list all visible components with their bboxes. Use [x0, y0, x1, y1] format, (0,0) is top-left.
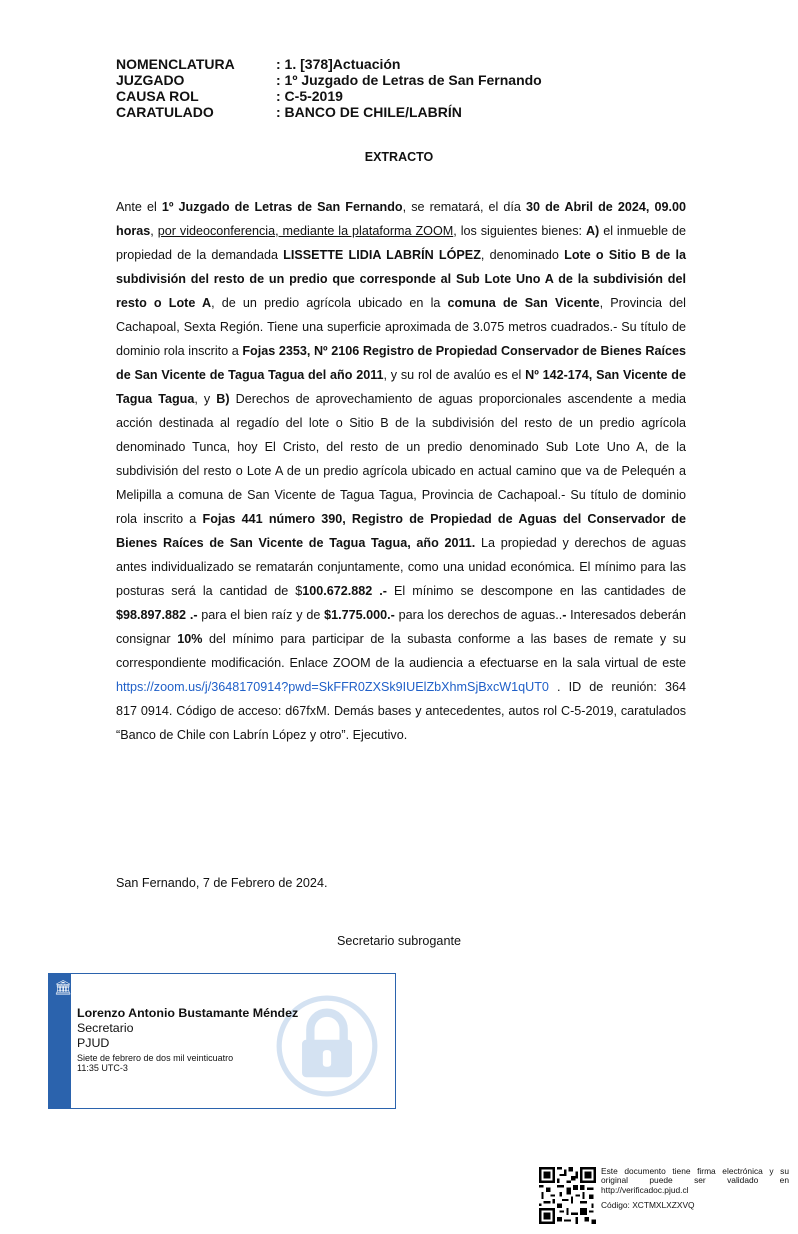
- header-value: : C-5-2019: [276, 88, 343, 104]
- body-text: . ID de reunión: 364 817 0914. Código de acceso: d67fxM. Demás bases y antecedentes, autos rol C-5-2019, caratulados “Banco de Chile con Labrín López y otro”. Ejecutivo.: [116, 680, 686, 742]
- header-label: JUZGADO: [116, 72, 185, 88]
- body-text: Derechos de aprovechamiento de aguas proporcionales ascendente a media acción destinada al regadío del lote o Sitio B de la subdivisión del resto de un predio agrícola denominado Tunca, hoy El Cristo, del resto de un predio denominado Sub Lote Uno A, de la subdivisión del resto o Lote A de un predio agrícola ubicado en actual camino que va de Pelequén a Melipilla a comuna de San Vicente de Tagua Tagua, Provincia de Cachapoal.- Su título de dominio rola inscrito a: [116, 392, 686, 526]
- signature-sidebar: [49, 974, 71, 1108]
- body-underline: por videoconferencia, mediante la plataforma ZOOM: [157, 224, 454, 238]
- body-bold: 30 de Abril de 2024, 09.00 horas: [116, 200, 686, 238]
- body-bold: Fojas 2353, Nº 2106 Registro de Propiedad Conservador de Bienes Raíces de San Vicente de Tagua Tagua del año 2011: [116, 344, 686, 382]
- header-row-juzgado: [116, 72, 542, 88]
- body-bold: -: [562, 608, 567, 622]
- case-header: [116, 56, 542, 120]
- body-bold: LISSETTE LIDIA LABRÍN LÓPEZ: [283, 248, 481, 262]
- body-text: para los derechos de aguas..: [394, 608, 563, 622]
- body-bold: $98.897.882 .-: [116, 608, 198, 622]
- body-bold: Fojas 441 número 390, Registro de Propiedad de Aguas del Conservador de Bienes Raíces de San Vicente de Tagua Tagua, año 2011.: [116, 512, 686, 550]
- zoom-meeting-link[interactable]: https://zoom.us/j/3648170914?pwd=SkFFR0ZXSk9IUElZbXhmSjBxcW1qUT0: [116, 680, 549, 694]
- body-bold: 100.672.882 .-: [302, 584, 387, 598]
- body-bold: 1º Juzgado de Letras de San Fernando: [161, 200, 403, 214]
- body-text: el inmueble de propiedad de la demandada: [116, 224, 686, 262]
- header-label: CARATULADO: [116, 104, 214, 120]
- body-text: El mínimo se descompone en las cantidades de: [387, 584, 686, 598]
- verification-note: [601, 1167, 789, 1211]
- header-row-causa-rol: [116, 88, 542, 104]
- extract-paragraph: [116, 195, 686, 747]
- signature-box: [48, 973, 396, 1109]
- signer-name: Lorenzo Antonio Bustamante Méndez: [77, 1006, 299, 1020]
- body-bold: $1.775.000.-: [324, 608, 395, 622]
- verification-text: Este documento tiene firma electrónica y su original puede ser validado en http://verificadoc.pjud.cl: [601, 1166, 789, 1195]
- header-row-nomenclatura: [116, 56, 542, 72]
- body-text: , los siguientes bienes:: [453, 224, 586, 238]
- body-text: para el bien raíz y de: [197, 608, 325, 622]
- place-date: San Fernando, 7 de Febrero de 2024.: [116, 876, 328, 890]
- body-text: , se rematará, el día: [402, 200, 526, 214]
- verification-code: Código: XCTMXLXZXVQ: [601, 1200, 695, 1211]
- signer-org: PJUD: [77, 1036, 110, 1050]
- body-text: Interesados deberán consignar: [116, 608, 686, 646]
- body-text: Ante el: [116, 200, 162, 214]
- body-bold: comuna de San Vicente: [447, 296, 600, 310]
- signature-text: [77, 1006, 298, 1073]
- header-row-caratulado: [116, 104, 542, 120]
- header-label: CAUSA ROL: [116, 88, 199, 104]
- body-text: , de un predio agrícola ubicado en la: [211, 296, 448, 310]
- body-bold: A): [585, 224, 600, 238]
- header-value: : 1º Juzgado de Letras de San Fernando: [276, 72, 542, 88]
- document-title: EXTRACTO: [364, 150, 434, 164]
- courthouse-icon: 🏛︎: [54, 979, 72, 995]
- body-bold: B): [216, 392, 230, 406]
- signature-time: 11:35 UTC-3: [77, 1063, 128, 1073]
- qr-code: [539, 1167, 596, 1224]
- header-label: NOMENCLATURA: [116, 56, 235, 72]
- body-text: , y su rol de avalúo es el: [383, 368, 526, 382]
- body-bold: 10%: [177, 632, 203, 646]
- signer-role-heading: Secretario subrogante: [337, 934, 461, 948]
- body-text: del mínimo para participar de la subasta conforme a las bases de remate y su correspondiente modificación. Enlace ZOOM de la audiencia a efectuarse en la sala virtual de este: [116, 632, 686, 670]
- signature-date: Siete de febrero de dos mil veinticuatro: [77, 1053, 234, 1063]
- body-bold: Lote o Sitio B de la subdivisión del resto de un predio que corresponde al Sub Lote Uno A de la subdivisión del resto o Lote A: [116, 248, 686, 310]
- signer-role: Secretario: [77, 1021, 134, 1035]
- body-text: , Provincia del Cachapoal, Sexta Región. Tiene una superficie aproximada de 3.075 metros cuadrados.- Su título de dominio rola inscrito a: [116, 296, 686, 358]
- body-text: La propiedad y derechos de aguas antes individualizado se rematarán conjuntamente, como una unidad económica. El mínimo para las posturas será la cantidad de $: [116, 536, 686, 598]
- body-bold: Nº 142-174, San Vicente de Tagua Tagua: [116, 368, 686, 406]
- extract-body: [116, 195, 686, 747]
- body-text: , y: [194, 392, 217, 406]
- body-text: ,: [150, 224, 158, 238]
- header-value: : 1. [378]Actuación: [276, 56, 401, 72]
- body-text: , denominado: [480, 248, 565, 262]
- header-value: : BANCO DE CHILE/LABRÍN: [276, 104, 462, 120]
